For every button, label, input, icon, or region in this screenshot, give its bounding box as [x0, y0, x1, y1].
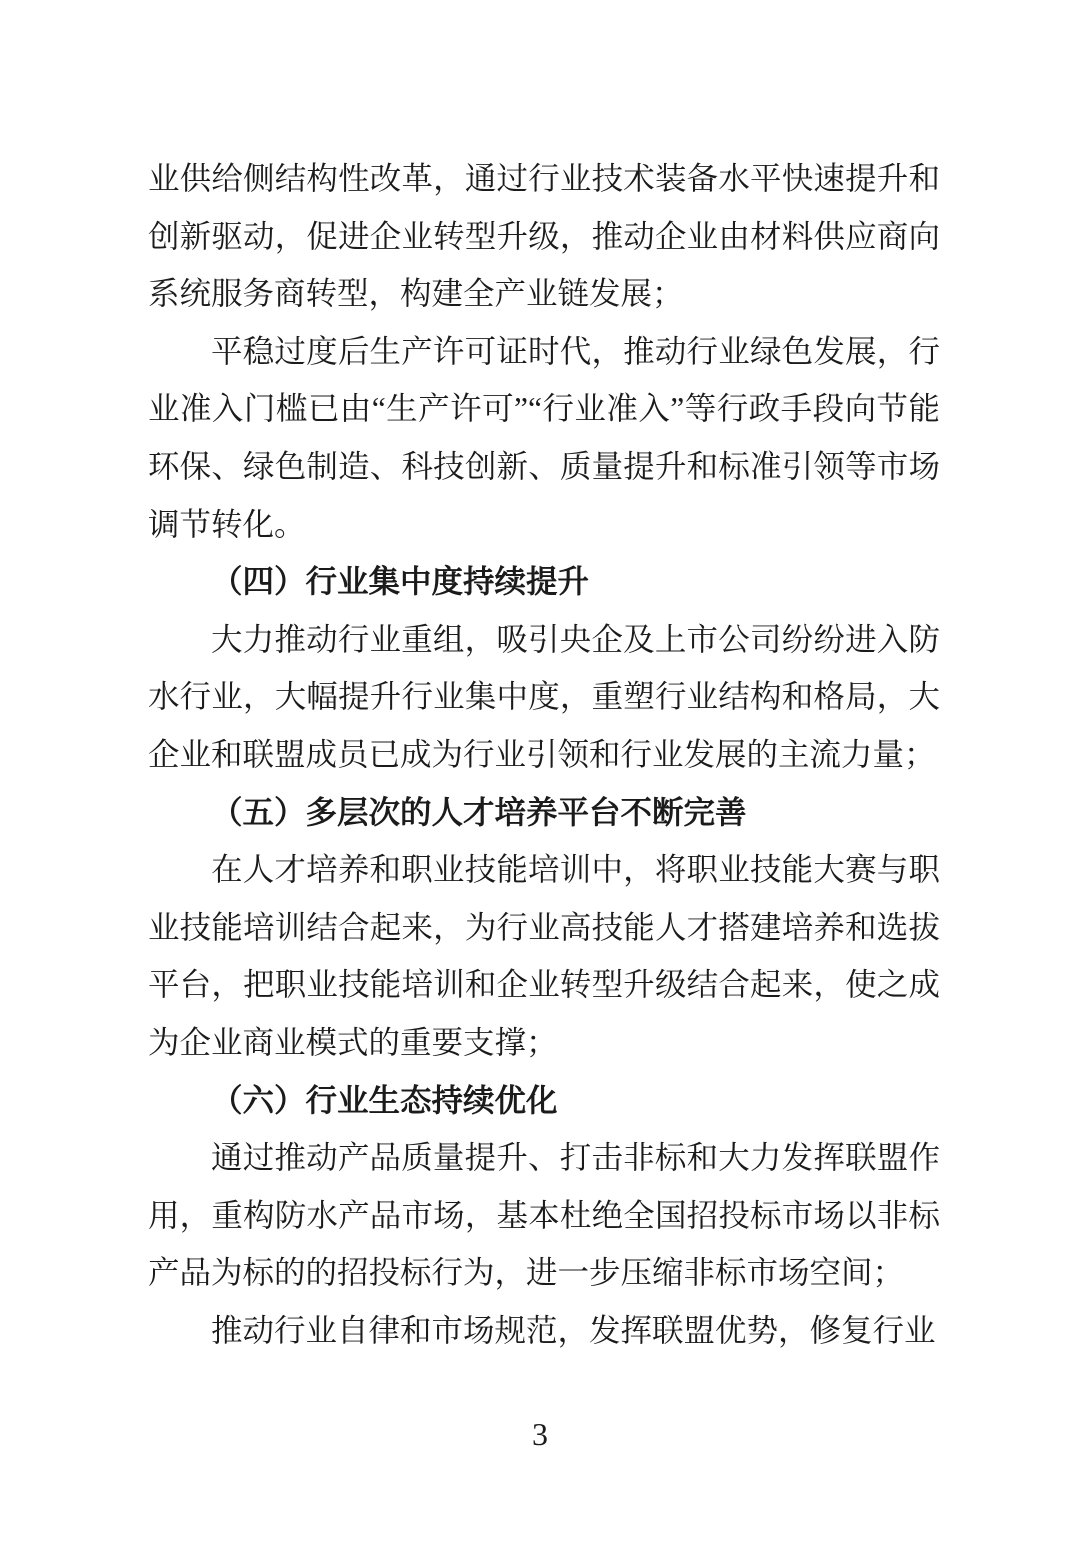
page-number: 3 — [532, 1416, 548, 1452]
document-body — [148, 150, 940, 1359]
body-paragraph: 业供给侧结构性改革，通过行业技术装备水平快速提升和创新驱动，促进企业转型升级，推动企业由材料供应商向系统服务商转型，构建全产业链发展； — [148, 161, 940, 312]
section-heading: （五）多层次的人才培养平台不断完善 — [211, 794, 747, 830]
body-paragraph: 通过推动产品质量提升、打击非标和大力发挥联盟作用，重构防水产品市场，基本杜绝全国招投标市场以非标产品为标的的招投标行为，进一步压缩非标市场空间； — [148, 1140, 940, 1291]
body-paragraph: 大力推动行业重组，吸引央企及上市公司纷纷进入防水行业，大幅提升行业集中度，重塑行业结构和格局，大企业和联盟成员已成为行业引领和行业发展的主流力量； — [148, 621, 940, 772]
section-heading: （四）行业集中度持续提升 — [211, 564, 590, 600]
body-paragraph: 在人才培养和职业技能培训中，将职业技能大赛与职业技能培训结合起来，为行业高技能人才搭建培养和选拔平台，把职业技能培训和企业转型升级结合起来，使之成为企业商业模式的重要支撑； — [148, 852, 940, 1060]
body-paragraph: 平稳过度后生产许可证时代，推动行业绿色发展，行业准入门槛已由“生产许可”“行业准入”等行政手段向节能环保、绿色制造、科技创新、质量提升和标准引领等市场调节转化。 — [148, 333, 940, 542]
body-paragraph: 推动行业自律和市场规范，发挥联盟优势，修复行业 — [211, 1312, 936, 1348]
section-heading: （六）行业生态持续优化 — [211, 1082, 558, 1118]
